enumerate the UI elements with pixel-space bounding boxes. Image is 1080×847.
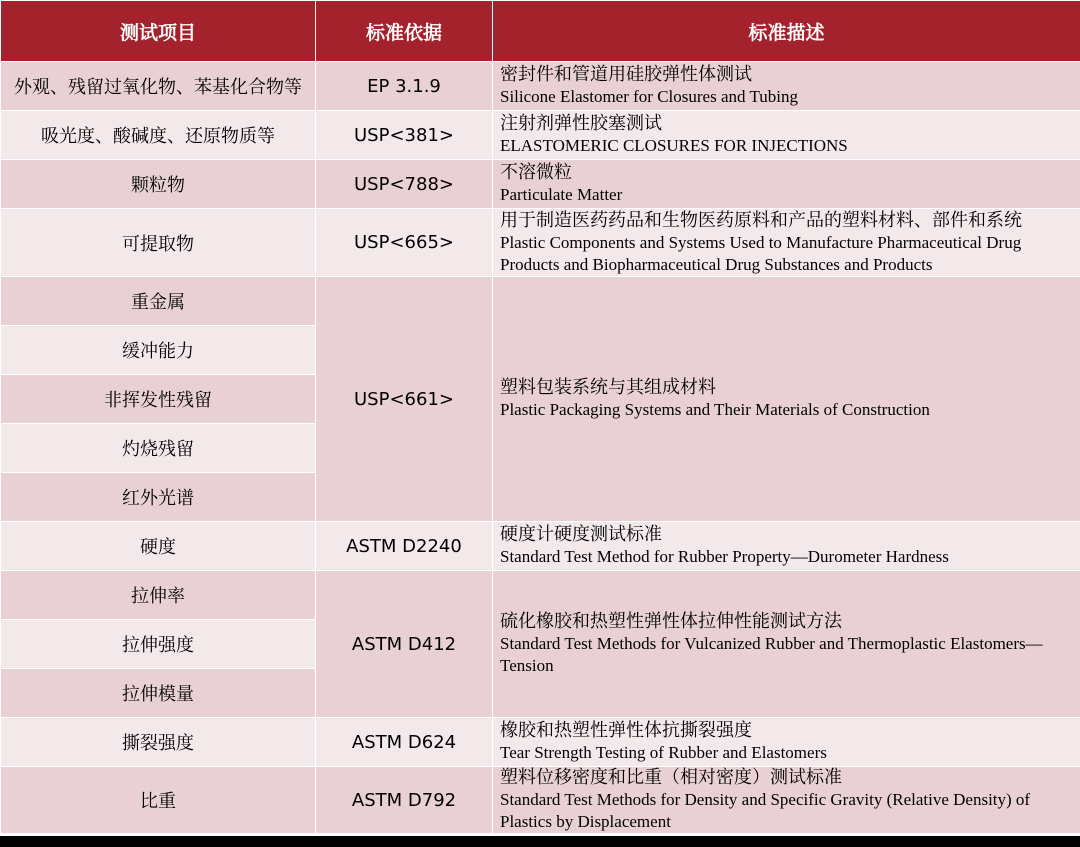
description-zh: 塑料包装系统与其组成材料 xyxy=(500,377,716,398)
standard-cell: USP<665> xyxy=(316,209,493,277)
description-en: Particulate Matter xyxy=(500,185,623,204)
test-item-cell: 拉伸率 xyxy=(1,571,316,620)
test-item-cell: 缓冲能力 xyxy=(1,326,316,375)
table-row xyxy=(1,522,1080,571)
test-item-cell: 比重 xyxy=(1,767,316,834)
test-item-cell: 重金属 xyxy=(1,277,316,326)
test-item-cell: 红外光谱 xyxy=(1,473,316,522)
standard-cell: ASTM D412 xyxy=(316,571,493,718)
description-zh: 硬度计硬度测试标准 xyxy=(500,524,662,545)
description-cell xyxy=(493,718,1080,767)
test-item-cell: 非挥发性残留 xyxy=(1,375,316,424)
description-zh: 硫化橡胶和热塑性弹性体拉伸性能测试方法 xyxy=(500,611,842,632)
test-item-cell: 撕裂强度 xyxy=(1,718,316,767)
description-zh: 密封件和管道用硅胶弹性体测试 xyxy=(500,64,752,85)
description-cell xyxy=(493,522,1080,571)
description-en: Plastic Components and Systems Used to Manufacture Pharmaceutical Drug Products and Biopharmaceutical Drug Substances and Products xyxy=(500,232,1022,274)
test-item-cell: 外观、残留过氧化物、苯基化合物等 xyxy=(1,62,316,111)
description-en: ELASTOMERIC CLOSURES FOR INJECTIONS xyxy=(500,136,848,155)
table-header-row xyxy=(1,1,1080,62)
table-row xyxy=(1,160,1080,209)
description-cell xyxy=(493,571,1080,718)
bottom-border xyxy=(0,836,1080,847)
description-zh: 塑料位移密度和比重（相对密度）测试标准 xyxy=(500,767,842,788)
test-item-cell: 拉伸强度 xyxy=(1,620,316,669)
standard-cell: ASTM D624 xyxy=(316,718,493,767)
table-row xyxy=(1,62,1080,111)
description-en: Standard Test Method for Rubber Property—Durometer Hardness xyxy=(500,547,949,566)
description-zh: 橡胶和热塑性弹性体抗撕裂强度 xyxy=(500,720,752,741)
description-zh: 注射剂弹性胶塞测试 xyxy=(500,113,662,134)
standard-cell: USP<381> xyxy=(316,111,493,160)
description-en: Standard Test Methods for Vulcanized Rubber and Thermoplastic Elastomers—Tension xyxy=(500,634,1043,675)
test-item-cell: 灼烧残留 xyxy=(1,424,316,473)
standard-cell: EP 3.1.9 xyxy=(316,62,493,111)
description-zh: 不溶微粒 xyxy=(500,162,572,183)
test-item-cell: 吸光度、酸碱度、还原物质等 xyxy=(1,111,316,160)
table-row xyxy=(1,767,1080,834)
standard-cell: USP<661> xyxy=(316,277,493,522)
description-en: Silicone Elastomer for Closures and Tubing xyxy=(500,87,798,106)
description-zh: 用于制造医药药品和生物医药原料和产品的塑料材料、部件和系统 xyxy=(500,209,1022,231)
description-en: Standard Test Methods for Density and Specific Gravity (Relative Density) of Plastics by Displacement xyxy=(500,790,1031,831)
table-row xyxy=(1,277,1080,326)
description-cell xyxy=(493,111,1080,160)
table-row xyxy=(1,111,1080,160)
test-item-cell: 硬度 xyxy=(1,522,316,571)
standard-cell: ASTM D792 xyxy=(316,767,493,834)
test-item-cell: 拉伸模量 xyxy=(1,669,316,718)
table-row xyxy=(1,718,1080,767)
standard-cell: USP<788> xyxy=(316,160,493,209)
table-row xyxy=(1,209,1080,277)
description-cell xyxy=(493,160,1080,209)
description-cell xyxy=(493,277,1080,522)
description-en: Plastic Packaging Systems and Their Materials of Construction xyxy=(500,400,930,419)
description-cell xyxy=(493,62,1080,111)
description-en: Tear Strength Testing of Rubber and Elastomers xyxy=(500,743,827,762)
header-test-item: 测试项目 xyxy=(1,1,316,62)
header-description: 标准描述 xyxy=(493,1,1080,62)
description-cell xyxy=(493,767,1080,834)
test-item-cell: 可提取物 xyxy=(1,209,316,277)
header-standard: 标准依据 xyxy=(316,1,493,62)
description-cell xyxy=(493,209,1080,277)
test-item-cell: 颗粒物 xyxy=(1,160,316,209)
table-row xyxy=(1,571,1080,620)
standard-cell: ASTM D2240 xyxy=(316,522,493,571)
